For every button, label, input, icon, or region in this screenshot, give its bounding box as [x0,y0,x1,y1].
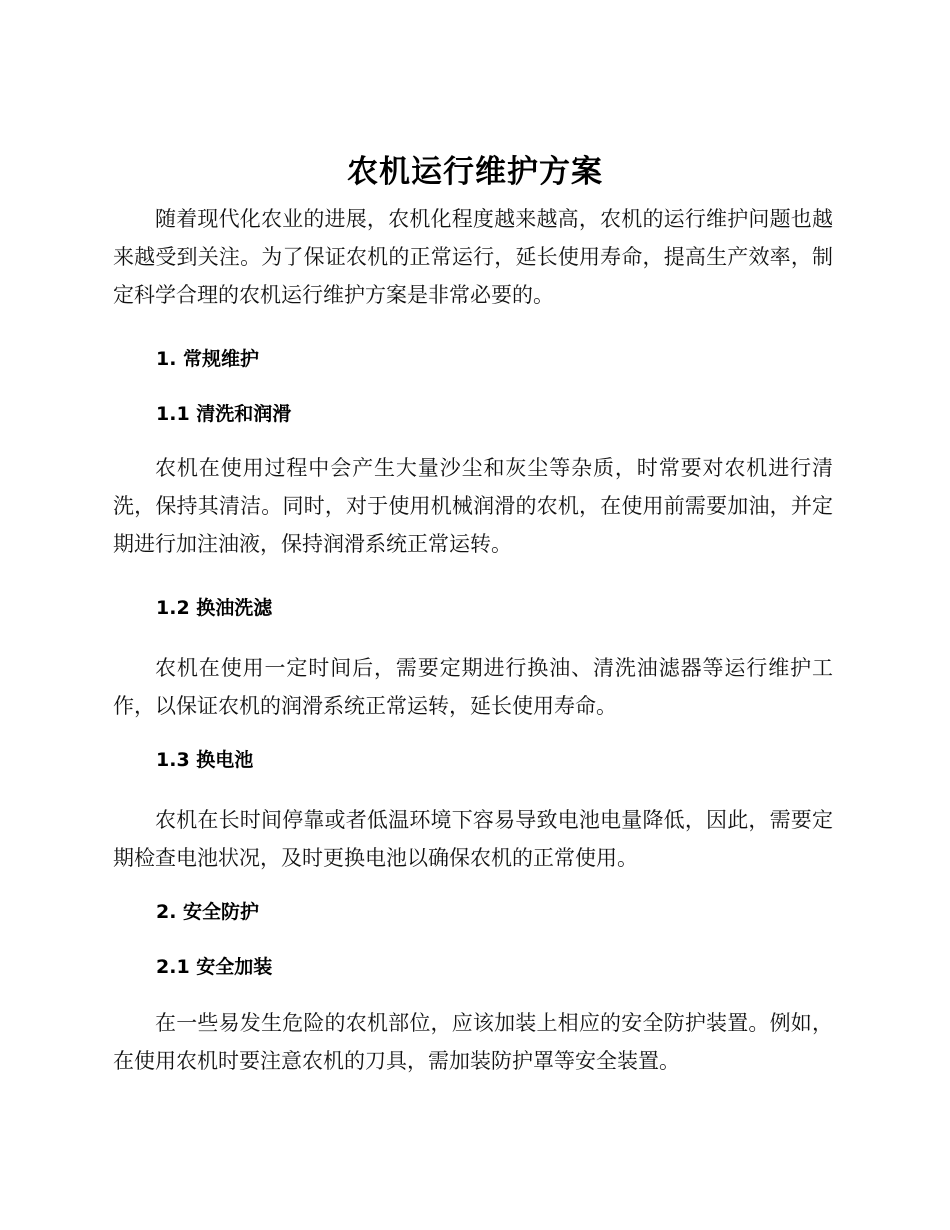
subsection-heading-1-3: 1.3 换电池 [156,749,254,771]
document-title: 农机运行维护方案 [347,154,603,190]
subsection-text-1-3: 农机在长时间停靠或者低温环境下容易导致电池电量降低，因此，需要定期检查电池状况，及时更换电池以确保农机的正常使用。 [113,808,833,870]
subsection-text-2-1: 在一些易发生危险的农机部位，应该加装上相应的安全防护装置。例如，在使用农机时要注意农机的刀具，需加装防护罩等安全装置。 [113,1011,833,1073]
subsection-text-1-1: 农机在使用过程中会产生大量沙尘和灰尘等杂质，时常要对农机进行清洗，保持其清洁。同时，对于使用机械润滑的农机，在使用前需要加油，并定期进行加注油液，保持润滑系统正常运转。 [113,456,833,556]
section-heading-2: 2. 安全防护 [156,901,260,923]
subsection-heading-1-2: 1.2 换油洗滤 [156,597,273,619]
section-heading-1: 1. 常规维护 [156,348,260,370]
intro-paragraph: 随着现代化农业的进展，农机化程度越来越高，农机的运行维护问题也越来越受到关注。为了保证农机的正常运行，延长使用寿命，提高生产效率，制定科学合理的农机运行维护方案是非常必要的。 [113,207,833,307]
subsection-heading-1-1: 1.1 清洗和润滑 [156,403,292,425]
subsection-text-1-2: 农机在使用一定时间后，需要定期进行换油、清洗油滤器等运行维护工作，以保证农机的润滑系统正常运转，延长使用寿命。 [113,656,833,718]
subsection-heading-2-1: 2.1 安全加装 [156,956,273,978]
